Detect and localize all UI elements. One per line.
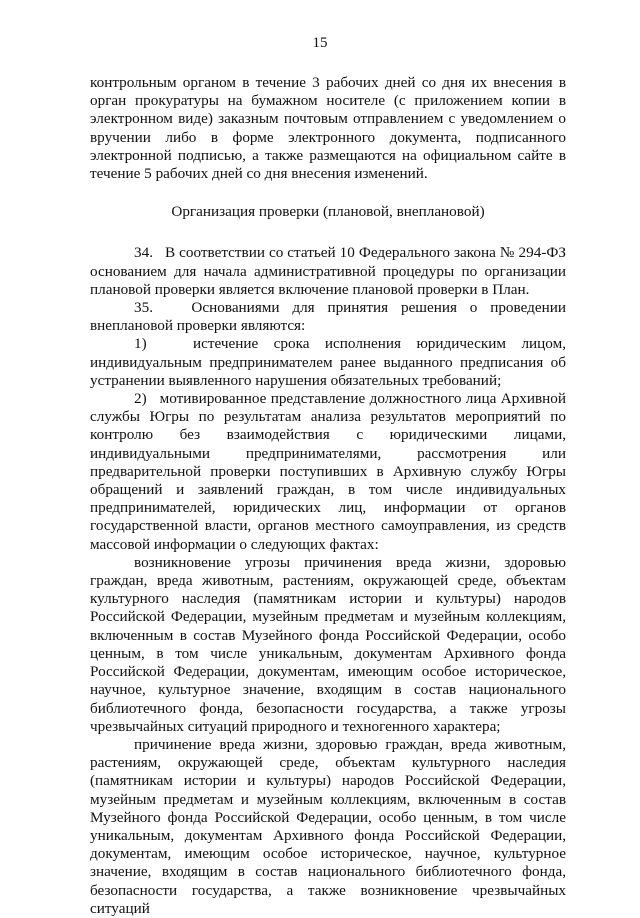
paragraph-threat: возникновение угрозы причинения вреда жизни, здоровью граждан, вреда животным, растениям, окружающей среде, объектам культурного наследия (памятникам истории и культуры) народов Российской Федерации, музейным предметам и музейным коллекциям, включенным в состав Музейного фонда Российской Федерации, особо ценным, в том числе уникальным, документам Архивного фонда Российской Федерации, документам, имеющим особое историческое, научное, культурное значение, входящим в состав национального библиотечного фонда, безопасности государства, а также угрозы чрезвычайных ситуаций природного и техногенного характера;	[90, 553, 566, 735]
page-number: 15	[312, 35, 328, 51]
paragraph-35: 35. Основаниями для принятия решения о проведении внеплановой проверки являются:	[90, 299, 566, 335]
list-item-1: 1) истечение срока исполнения юридическим лицом, индивидуальным предпринимателем ранее выданного предписания об устранении выявленного нарушения обязательных требований;	[90, 335, 566, 389]
paragraph-harm: причинение вреда жизни, здоровью граждан, вреда животным, растениям, окружающей среде, объектам культурного наследия (памятникам истории и культуры) народов Российской Федерации, музейным предметам и музейным коллекциям, включенным в состав Музейного фонда Российской Федерации, особо ценным, в том числе уникальным, документам Архивного фонда Российской Федерации, документам, имеющим особое историческое, научное, культурное значение, входящим в состав национального библиотечного фонда, безопасности государства, а также возникновение чрезвычайных ситуаций	[90, 735, 566, 917]
document-body	[90, 74, 566, 918]
section-heading: Организация проверки (плановой, внеплановой)	[171, 203, 485, 221]
paragraph-continuation: контрольным органом в течение 3 рабочих дней со дня их внесения в орган прокуратуры на бумажном носителе (с приложением копии в электронном виде) заказным почтовым отправлением с уведомлением о вручении либо в форме электронного документа, подписанного электронной подписью, а также размещаются на официальном сайте в течение 5 рабочих дней со дня внесения изменений.	[90, 74, 566, 183]
list-item-2: 2) мотивированное представление должностного лица Архивной службы Югры по результатам анализа результатов мероприятий по контролю без взаимодействия с юридическими лицами, индивидуальными предпринимателями, рассмотрения или предварительной проверки поступивших в Архивную службу Югры обращений и заявлений граждан, в том числе индивидуальных предпринимателей, юридических лиц, информации от органов государственной власти, органов местного самоуправления, из средств массовой информации о следующих фактах:	[90, 390, 566, 553]
paragraph-34: 34. В соответствии со статьей 10 Федерального закона № 294-ФЗ основанием для начала административной процедуры по организации плановой проверки является включение плановой проверки в План.	[90, 244, 566, 298]
